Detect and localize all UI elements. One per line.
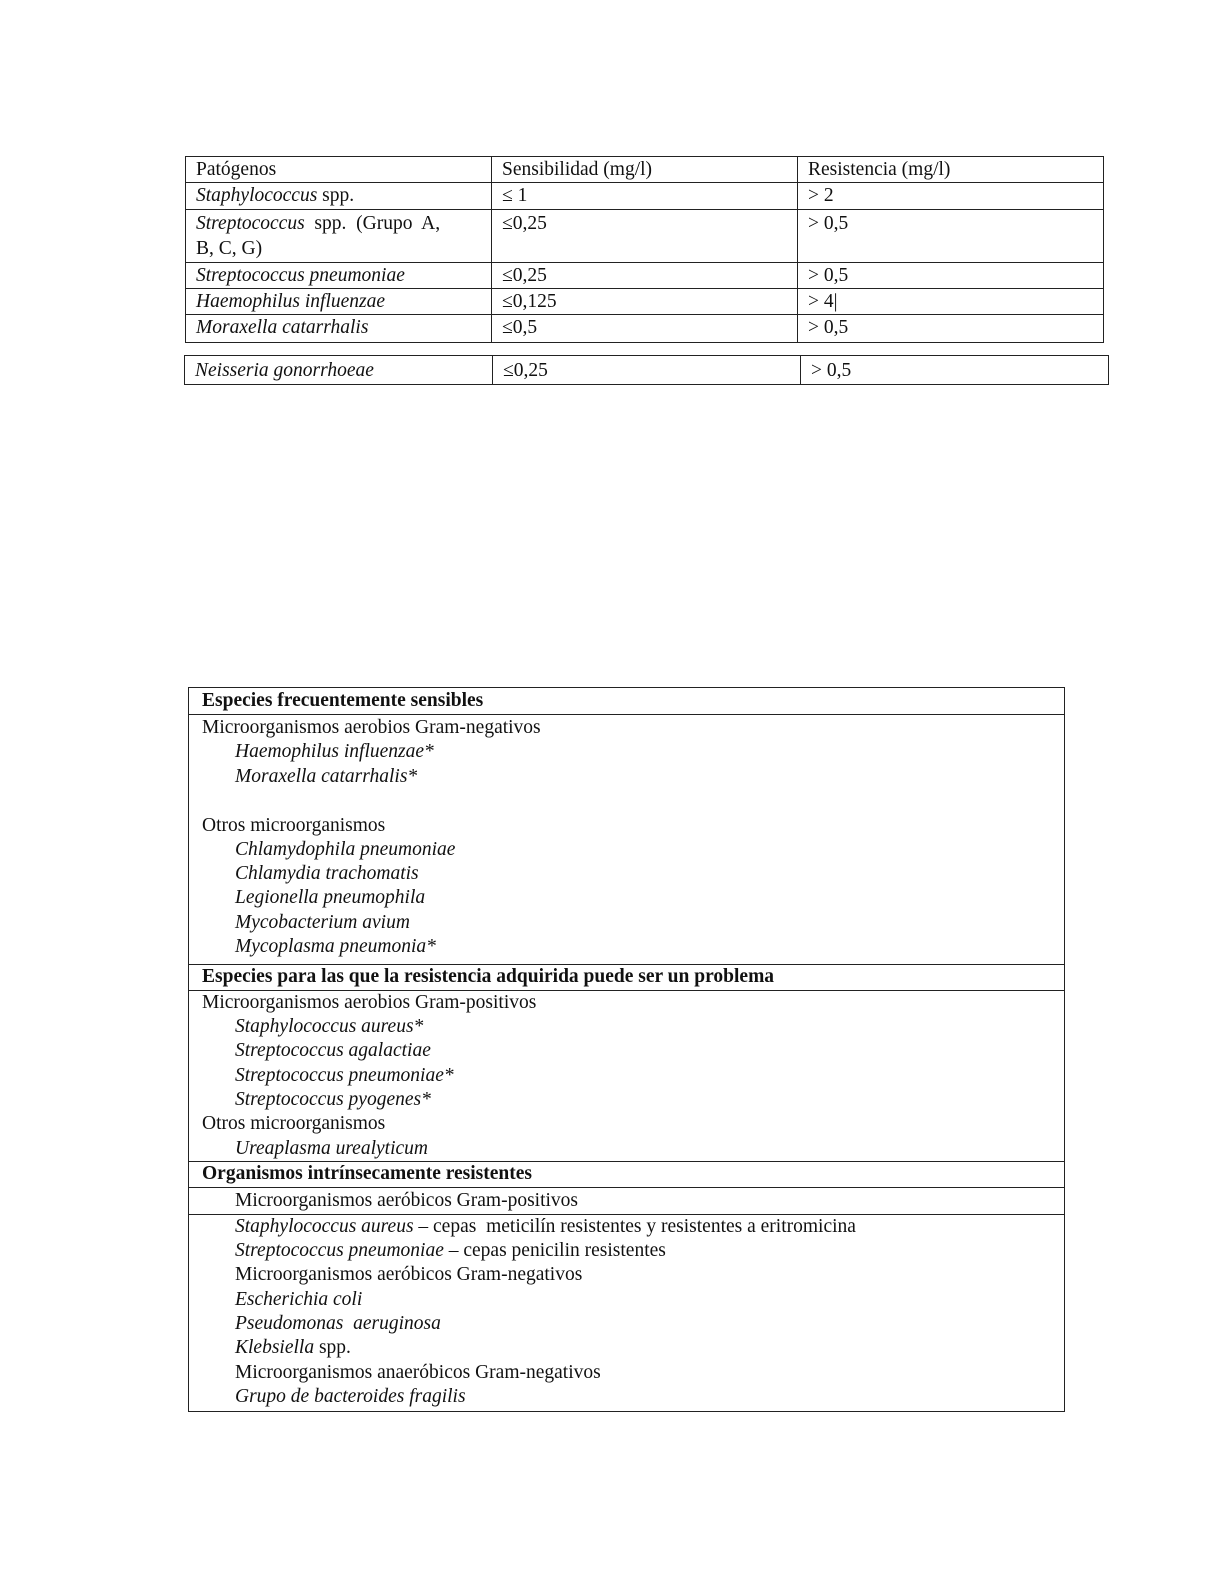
list-item: Streptococcus pyogenes* [235,1089,431,1110]
table-row-sensitivity: ≤0,5 [502,317,538,338]
section-heading: Organismos intrínsecamente resistentes [202,1163,533,1184]
header-pathogens: Patógenos [196,159,277,180]
list-item: Microorganismos aerobios Gram-negativos [202,717,541,738]
list-item: Mycobacterium avium [235,912,410,933]
list-item: Legionella pneumophila [235,887,426,908]
table-row-resistance: > 0,5 [811,360,852,381]
list-item: Otros microorganismos [202,815,386,836]
list-item: Grupo de bacteroides fragilis [235,1386,466,1407]
list-item: Moraxella catarrhalis* [235,766,418,787]
column-divider [492,356,493,384]
table-row-sensitivity: ≤0,25 [502,213,547,234]
list-item: Pseudomonas aeruginosa [235,1313,441,1334]
section-subheading: Microorganismos aeróbicos Gram-positivos [235,1190,579,1211]
table-row-pathogen-line2: B, C, G) [196,238,263,259]
table-row-sensitivity: ≤ 1 [502,185,528,206]
row-divider [186,182,1103,183]
list-item: Streptococcus pneumoniae* [235,1065,454,1086]
section-heading: Especies frecuentemente sensibles [202,690,484,711]
breakpoints-table-continued [184,355,1109,385]
row-divider [186,209,1103,210]
susceptibility-table [188,687,1065,1412]
row-divider [189,714,1064,715]
table-row-resistance: > 2 [808,185,834,206]
table-row-sensitivity: ≤0,125 [502,291,557,312]
table-row-sensitivity: ≤0,25 [503,360,548,381]
table-row-pathogen: Streptococcus spp. (Grupo A, [196,213,441,234]
list-item: Haemophilus influenzae* [235,741,434,762]
table-row-resistance: > 0,5 [808,213,849,234]
row-divider [186,288,1103,289]
header-sensitivity: Sensibilidad (mg/l) [502,159,653,180]
table-row-pathogen: Streptococcus pneumoniae [196,265,405,286]
list-item: Staphylococcus aureus – cepas meticilín resistentes y resistentes a eritromicina [235,1216,856,1237]
list-item: Staphylococcus aureus* [235,1016,424,1037]
table-row-pathogen: Neisseria gonorrhoeae [195,360,374,381]
list-item: Ureaplasma urealyticum [235,1138,428,1159]
header-resistance: Resistencia (mg/l) [808,159,951,180]
table-row-pathogen: Moraxella catarrhalis [196,317,369,338]
column-divider [800,356,801,384]
row-divider [186,314,1103,315]
table-row-pathogen: Staphylococcus spp. [196,185,355,206]
table-row-pathogen: Haemophilus influenzae [196,291,386,312]
row-divider [189,1187,1064,1188]
table-row-sensitivity: ≤0,25 [502,265,547,286]
table-row-resistance: > 4| [808,291,838,312]
list-item: Escherichia coli [235,1289,363,1310]
list-item: Chlamydia trachomatis [235,863,419,884]
list-item: Microorganismos aeróbicos Gram-negativos [235,1264,583,1285]
list-item: Microorganismos anaeróbicos Gram-negativos [235,1362,601,1383]
list-item: Mycoplasma pneumonia* [235,936,436,957]
section-heading: Especies para las que la resistencia adquirida puede ser un problema [202,966,775,987]
table-row-resistance: > 0,5 [808,317,849,338]
list-item: Streptococcus agalactiae [235,1040,431,1061]
list-item: Microorganismos aerobios Gram-positivos [202,992,537,1013]
list-item: Klebsiella spp. [235,1337,351,1358]
list-item: Otros microorganismos [202,1113,386,1134]
breakpoints-table [185,156,1104,343]
table-row-resistance: > 0,5 [808,265,849,286]
list-item: Chlamydophila pneumoniae [235,839,456,860]
row-divider [186,262,1103,263]
list-item: Streptococcus pneumoniae – cepas penicilin resistentes [235,1240,666,1261]
